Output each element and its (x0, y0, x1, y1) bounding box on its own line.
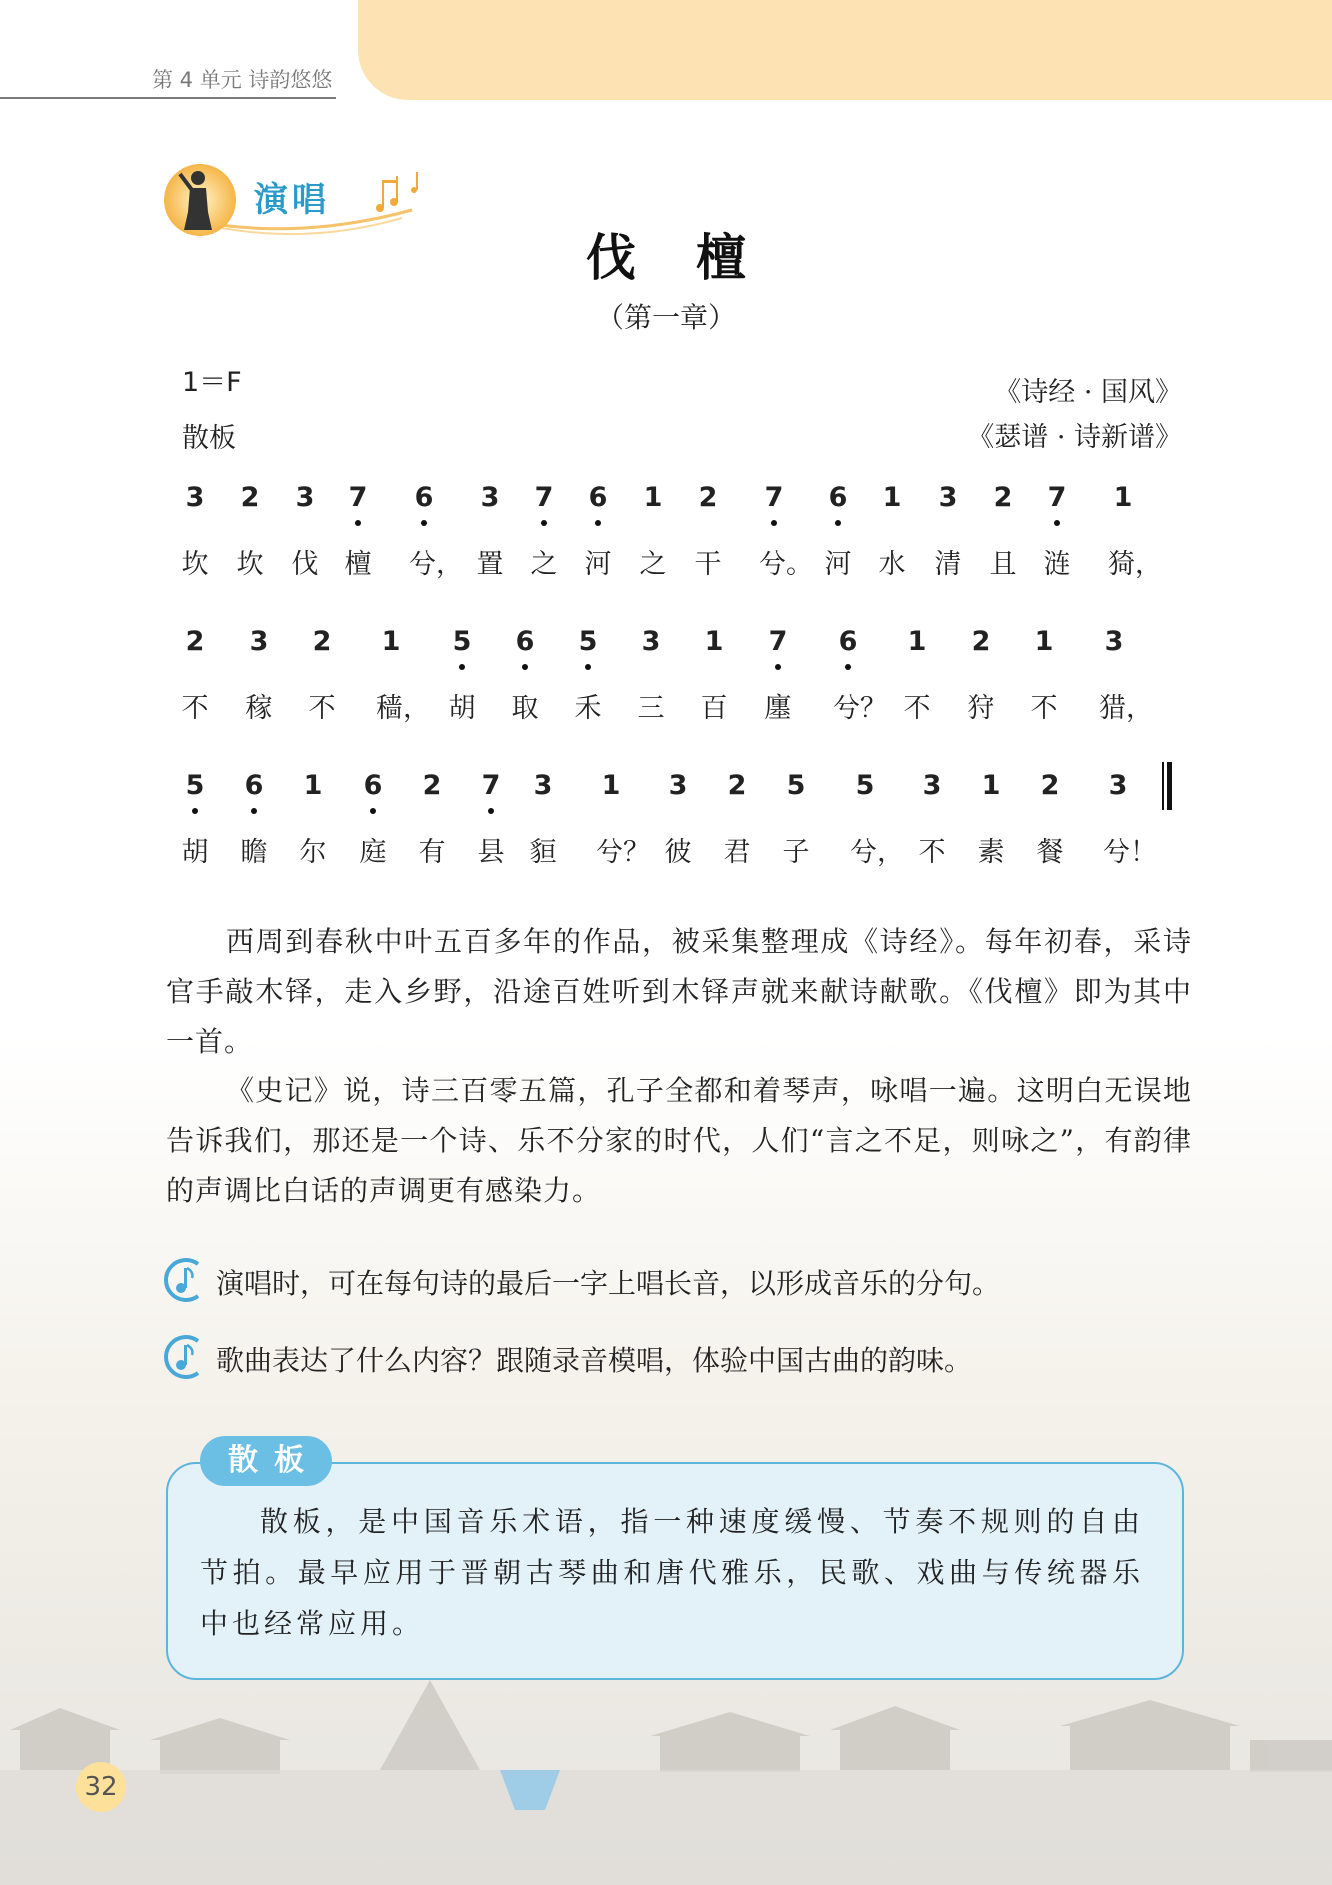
note: 7 (754, 482, 794, 513)
low-octave-dot (488, 808, 494, 814)
low-octave-dot (1054, 520, 1060, 526)
lyric-char: 兮。 (759, 549, 813, 580)
note: 2 (698, 482, 718, 513)
note: 5 (855, 770, 875, 801)
lyric-char: 干 (694, 549, 722, 580)
low-octave-dot (835, 520, 841, 526)
note: 1 (882, 482, 902, 513)
info-text: 散板，是中国音乐术语，指一种速度缓慢、节奏不规则的自由节拍。最早应用于晋朝古琴曲和唐代雅乐，民歌、戏曲与传统器乐中也经常应用。 (200, 1505, 1144, 1640)
village-scenery (0, 1660, 1332, 1885)
note: 6 (578, 482, 618, 513)
note: 6 (404, 482, 444, 513)
paragraph-1: 西周到春秋中叶五百多年的作品，被采集整理成《诗经》。每年初春，采诗官手敲木铎，走入乡野，沿途百姓听到木铎声就来献诗献歌。《伐檀》即为其中一首。 (166, 925, 1192, 1058)
lyric-char: 有 (418, 837, 446, 868)
lyrics-row (0, 830, 1332, 870)
note: 1 (381, 626, 401, 657)
low-octave-dot (775, 664, 781, 670)
note: 1 (601, 770, 621, 801)
note: 6 (353, 770, 393, 801)
music-note-icon (162, 1256, 206, 1304)
note: 6 (505, 626, 545, 657)
note: 3 (1108, 770, 1128, 801)
lyric-char: 县 (477, 837, 505, 868)
lyric-char: 胡 (181, 837, 209, 868)
header-rule (0, 97, 336, 99)
low-octave-dot (541, 520, 547, 526)
lyric-char: 清 (934, 549, 962, 580)
lyric-char: 廛 (764, 693, 792, 724)
lyric-char: 子 (782, 837, 810, 868)
note: 2 (422, 770, 442, 801)
note: 5 (786, 770, 806, 801)
lyric-char: 涟 (1043, 549, 1071, 580)
song-subtitle: （第一章） (595, 301, 736, 334)
note: 6 (234, 770, 274, 801)
lyric-char: 置 (476, 549, 504, 580)
lyric-char: 河 (584, 549, 612, 580)
lyric-char: 不 (903, 693, 931, 724)
lyric-char: 貆 (529, 837, 557, 868)
score-source: 《瑟谱 · 诗新谱》 (967, 422, 1182, 453)
note: 5 (568, 626, 608, 657)
low-octave-dot (845, 664, 851, 670)
lyrics-source: 《诗经 · 国风》 (994, 377, 1182, 408)
tempo-marking: 散板 (182, 423, 236, 454)
lyric-char: 不 (1030, 693, 1058, 724)
low-octave-dot (771, 520, 777, 526)
lyric-char: 狩 (967, 693, 995, 724)
lyric-char: 不 (918, 837, 946, 868)
note: 1 (303, 770, 323, 801)
note: 1 (907, 626, 927, 657)
lyric-char: 猗， (1108, 549, 1162, 580)
lyric-char: 猎， (1099, 693, 1153, 724)
header-band (358, 0, 1332, 100)
lyric-char: 素 (977, 837, 1005, 868)
note: 1 (704, 626, 724, 657)
lyric-char: 百 (700, 693, 728, 724)
note: 1 (1113, 482, 1133, 513)
lyric-char: 兮， (850, 837, 904, 868)
lyrics-row (0, 542, 1332, 582)
lyric-char: 坎 (236, 549, 264, 580)
lyric-char: 稼 (245, 693, 273, 724)
lyric-char: 坎 (181, 549, 209, 580)
lyric-char: 三 (637, 693, 665, 724)
note: 2 (993, 482, 1013, 513)
lyric-char: 穑， (376, 693, 430, 724)
low-octave-dot (585, 664, 591, 670)
note: 7 (758, 626, 798, 657)
tip-text: 演唱时，可在每句诗的最后一字上唱长音，以形成音乐的分句。 (216, 1267, 1001, 1300)
note: 6 (818, 482, 858, 513)
note: 3 (249, 626, 269, 657)
music-note-icon (162, 1333, 206, 1381)
lyric-char: 禾 (574, 693, 602, 724)
lyric-char: 兮？ (833, 693, 887, 724)
lyric-char: 瞻 (240, 837, 268, 868)
note: 2 (1040, 770, 1060, 801)
lyric-char: 兮！ (1103, 837, 1157, 868)
note: 3 (922, 770, 942, 801)
note: 3 (185, 482, 205, 513)
note: 7 (1037, 482, 1077, 513)
note: 1 (643, 482, 663, 513)
note: 7 (524, 482, 564, 513)
lyric-char: 檀 (344, 549, 372, 580)
note: 1 (981, 770, 1001, 801)
info-title: 散板 (200, 1436, 332, 1486)
final-barline (1162, 762, 1172, 810)
lyric-char: 彼 (664, 837, 692, 868)
lyric-char: 之 (639, 549, 667, 580)
song-title: 伐檀 (586, 228, 806, 287)
note: 3 (533, 770, 553, 801)
note: 6 (828, 626, 868, 657)
page-number: 32 (76, 1762, 126, 1812)
unit-header: 第 4 单元 诗韵悠悠 (152, 68, 333, 92)
lyric-char: 取 (511, 693, 539, 724)
lyric-char: 水 (878, 549, 906, 580)
low-octave-dot (192, 808, 198, 814)
notes-row (0, 770, 1332, 810)
lyrics-row (0, 686, 1332, 726)
low-octave-dot (251, 808, 257, 814)
section-label: 演唱 (254, 180, 330, 220)
lyric-char: 尔 (299, 837, 327, 868)
note: 5 (442, 626, 482, 657)
note: 3 (480, 482, 500, 513)
low-octave-dot (370, 808, 376, 814)
lyric-char: 不 (181, 693, 209, 724)
note: 2 (971, 626, 991, 657)
lyric-char: 兮？ (596, 837, 650, 868)
note: 2 (185, 626, 205, 657)
low-octave-dot (421, 520, 427, 526)
lyric-char: 且 (989, 549, 1017, 580)
note: 2 (727, 770, 747, 801)
notes-row (0, 626, 1332, 666)
lyric-char: 不 (308, 693, 336, 724)
note: 3 (1104, 626, 1124, 657)
low-octave-dot (459, 664, 465, 670)
note: 3 (295, 482, 315, 513)
note: 2 (312, 626, 332, 657)
paragraph-2: 《史记》说，诗三百零五篇，孔子全都和着琴声，咏唱一遍。这明白无误地告诉我们，那还是一个诗、乐不分家的时代，人们“言之不足，则咏之”，有韵律的声调比白话的声调更有感染力。 (166, 1074, 1192, 1207)
lyric-char: 胡 (448, 693, 476, 724)
low-octave-dot (355, 520, 361, 526)
lyric-char: 餐 (1036, 837, 1064, 868)
lyric-char: 伐 (291, 549, 319, 580)
lyric-char: 河 (824, 549, 852, 580)
lyric-char: 庭 (359, 837, 387, 868)
tip-text: 歌曲表达了什么内容？跟随录音模唱，体验中国古曲的韵味。 (216, 1344, 973, 1377)
note: 3 (938, 482, 958, 513)
notes-row (0, 482, 1332, 522)
note: 3 (641, 626, 661, 657)
key-signature: 1＝F (182, 367, 242, 398)
low-octave-dot (595, 520, 601, 526)
low-octave-dot (522, 664, 528, 670)
lyric-char: 君 (723, 837, 751, 868)
note: 2 (240, 482, 260, 513)
note: 7 (338, 482, 378, 513)
note: 5 (175, 770, 215, 801)
note: 3 (668, 770, 688, 801)
lyric-char: 兮， (409, 549, 463, 580)
note: 7 (471, 770, 511, 801)
lyric-char: 之 (530, 549, 558, 580)
note: 1 (1034, 626, 1054, 657)
